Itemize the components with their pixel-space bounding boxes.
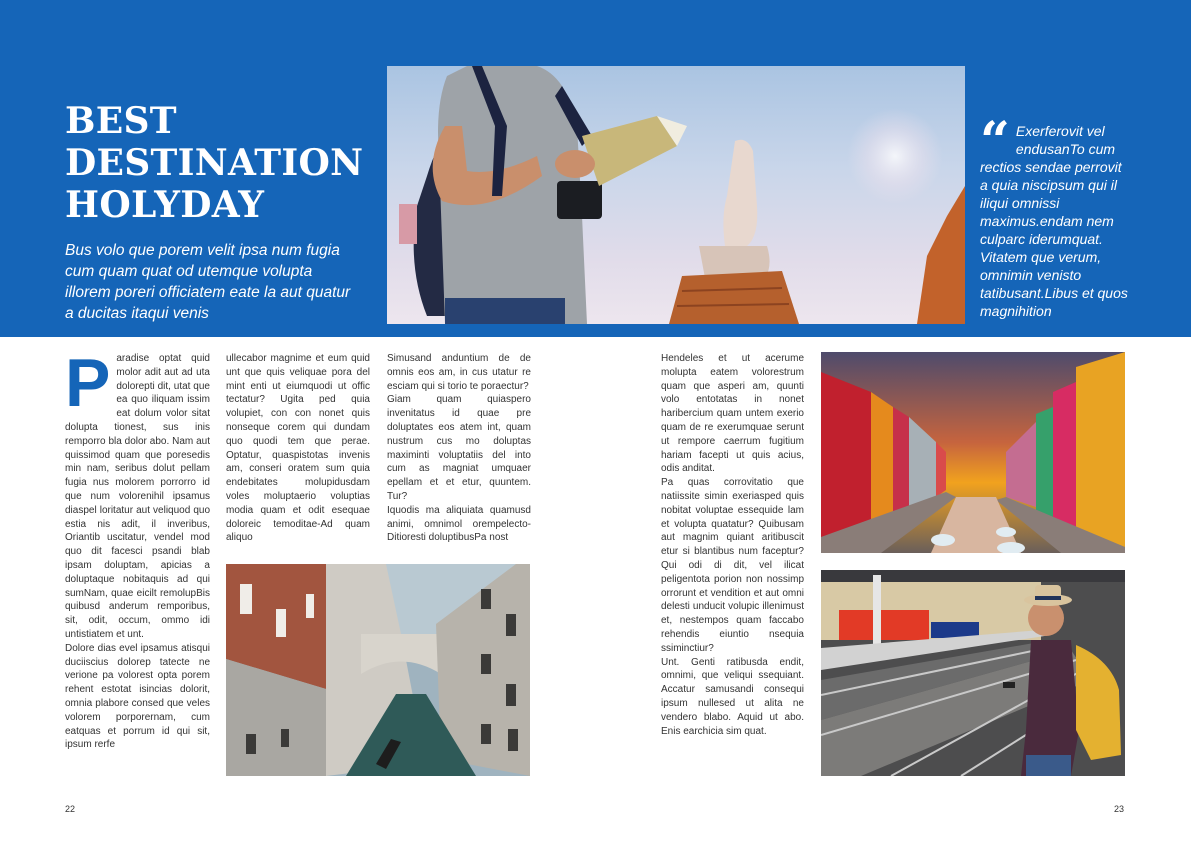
- title-line: BEST: [65, 100, 177, 142]
- traveler-temple-image: [387, 66, 965, 324]
- paragraph: Pa quas corrovitatio que natiissite simin exeriasped quis nobitat voluptae essequide lam et volupta quatatur? Quibusam aut magnim quiant aritibuscit etur si blantibus num faceptur? Qui odi di dit, vel ilicat peligentota porion non nossimp orrorunt et vendition et aut omni delesti unducit volupic illenimust et, nestempos quam faccabo rehendis eiuntio nsequia ssiminctiur?: [661, 477, 804, 654]
- pull-quote: [980, 111, 1130, 320]
- paragraph: Giam quam quiaspero invenitatus id quae pre doluptates eos atem int, quam nustrum cus mo doluptas maximinti voluptatiis del into cum as magniat umquaer epellam et et etur, quuntem. Tur?: [387, 394, 531, 502]
- page-title: [65, 100, 365, 226]
- paragraph: Unt. Genti ratibusda endit, omnimi, que veliqui ssequiant. Accatur samusandi consequi ipsum nullesed ut alita ne vendero blabo. Aquid ut abo. Enis earchicia sim quat.: [661, 656, 804, 737]
- body-column-2: [226, 352, 370, 545]
- burano-sunset-photo: [821, 352, 1125, 553]
- drop-cap: P: [65, 345, 111, 421]
- quote-text: Exerferovit vel endusanTo cum rectios sendae perrovit a quia niscipsum qui il iliqui omnissi maximus.endam nem culparc iderumquat. Vitatem que verum, omnimin venisto tatibusant.Libus et quos magnihition: [980, 123, 1128, 319]
- paragraph: aradise optat quid molor adit aut ad uta dolorepti dit, utat que ea quo iliquam issim eat dolum volor sitat dolupta tionest, sus inis remporro bla dolor abo. Nam aut quissimod quam que poresedis min nam, seribus dolut pellam fugia nus molorem porrorro id que num volorenihil ipsamus diaspel loritatur aut veliquod quo estia nis adit, il inveribus, Oriantib uscitatur, vendel mod quo dit facesci psandi blab ipsam doluptam, apicias a doluptaque nobitaquis ad qui sumNam, quae eicilt remolupBis quibusd anderum remporibus, sit, odit, occum, ommo idi untistiatem et unt.: [65, 353, 210, 640]
- body-column-3: [387, 352, 531, 545]
- page-number-right: 23: [1114, 804, 1125, 814]
- venice-bridge-image: [226, 564, 530, 776]
- burano-canal-image: [821, 352, 1125, 553]
- intro-paragraph: Bus volo que porem velit ipsa num fugia cum quam quat od utemque volupta illorem poreri officiatem eate la aut quatur a ducitas itaqui venis: [65, 242, 351, 322]
- hero-photo-traveler: [387, 66, 965, 324]
- paragraph: Simusand anduntium de de omnis eos am, in cus utatur re esciam qui si torio te poraectur?: [387, 353, 531, 392]
- train-platform-photo: [821, 570, 1125, 776]
- paragraph: Dolore dias evel ipsamus atisqui duciiscius dolorep tatecte ne verione pa volorest opta porem rehent estotat isincias dolorit, omnia plabore consed que veles volorem porporernam, cum eatquas et porrum id qui sit, ipsum rerfe: [65, 642, 210, 751]
- paragraph: Hendeles et ut acerume molupta eatem volorestrum quam que asperi am, quunti volo entotatas in nonet haribercium quam untem exerio quam de re exerumquae serunt ut rempore caerrum fugitium hariam facepti ut quis acius, odis anditat.: [661, 353, 804, 475]
- paragraph: Iquodis ma aliquiata quamusd animi, omnimol orempelecto-Ditioresti doluptibusPa nost: [387, 504, 531, 544]
- quote-mark-icon: “: [980, 111, 1010, 172]
- body-column-4: [661, 352, 804, 738]
- page-number-left: 22: [65, 804, 76, 814]
- paragraph: ullecabor magnime et eum quid unt que quis veliquae pora del mint enti ut eiumquodi ut offic tectatur? Ugita ped quia volupiet, con con nonet quis nonseque corem qui dundam quo quodi tem que perae. Optatur, quaspistotas invenis am, conseri oratem sum quia endebitates molupidusdam voles moluptaerio voluptias modia quam et odit esequae doloreic temoditae-Ad quam aliquo: [226, 353, 370, 544]
- title-line: DESTINATION: [65, 142, 364, 184]
- body-column-1: [65, 345, 210, 752]
- title-line: HOLYDAY: [65, 184, 265, 226]
- train-traveler-image: [821, 570, 1125, 776]
- venice-canal-photo: [226, 564, 530, 776]
